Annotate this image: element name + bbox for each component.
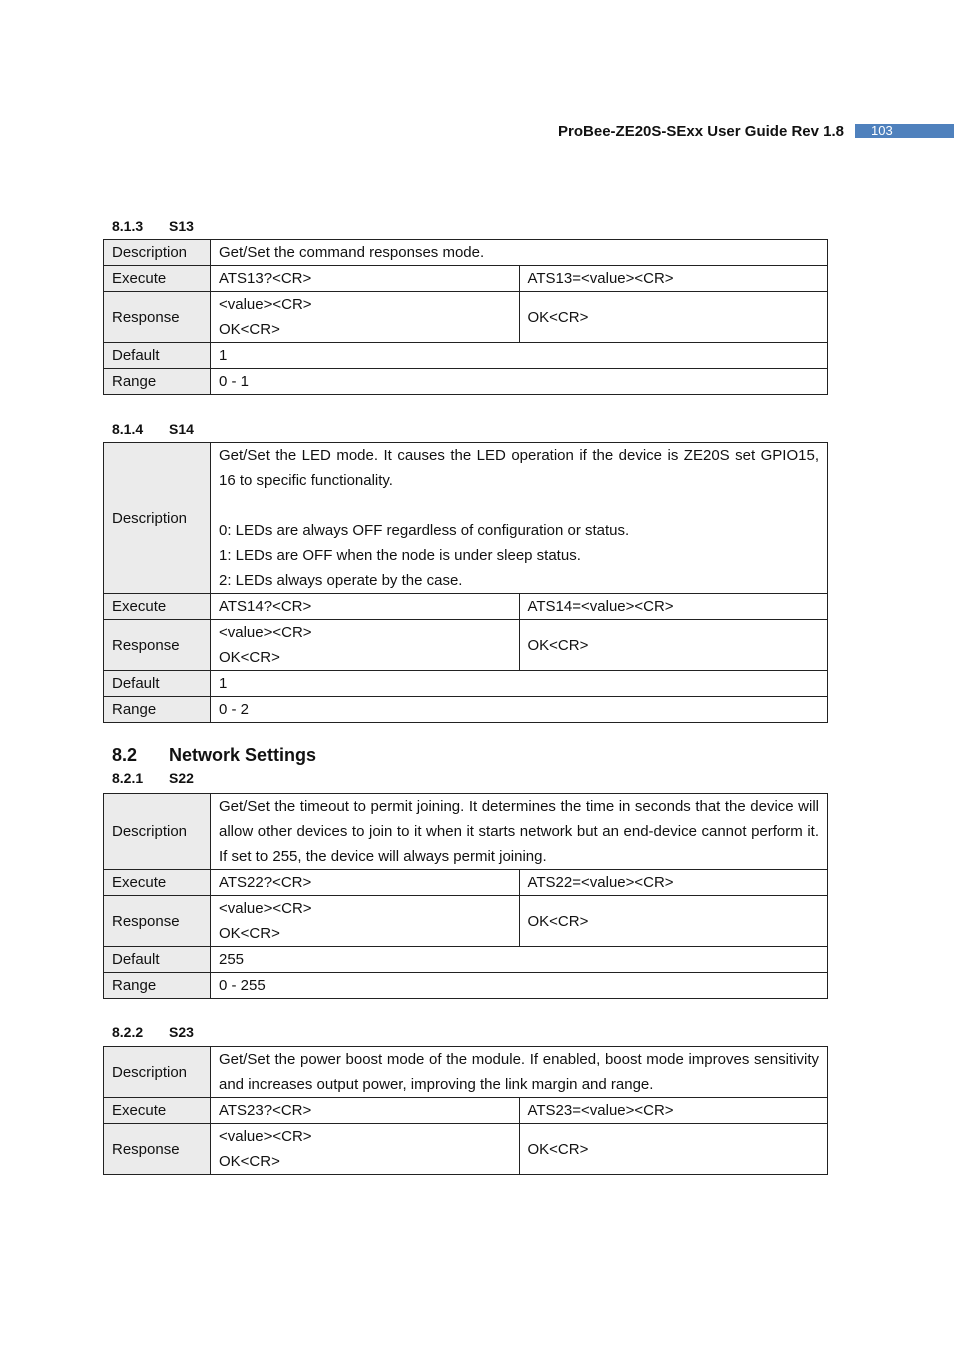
section-s14 (103, 419, 828, 723)
response-line: OK<CR> (219, 649, 280, 666)
table-row (104, 594, 828, 620)
row-label: Response (104, 1124, 211, 1175)
row-label: Range (104, 973, 211, 999)
table-row (104, 1098, 828, 1124)
response-line: OK<CR> (219, 321, 280, 338)
section-number: 8.1.3 (112, 218, 144, 234)
range-cell: 0 - 2 (211, 697, 828, 723)
section-heading (112, 1022, 828, 1042)
row-label: Description (104, 1047, 211, 1098)
execute-set-cell: ATS23=<value><CR> (519, 1098, 828, 1124)
table-row (104, 443, 828, 594)
blank-line (219, 493, 819, 518)
response-set-cell: OK<CR> (519, 292, 828, 343)
row-label: Response (104, 896, 211, 947)
execute-query-cell: ATS14?<CR> (211, 594, 520, 620)
description-text: Get/Set the LED mode. It causes the LED operation if the device is ZE20S set GPIO15, 16 to specific functionality. (219, 447, 819, 489)
table-row (104, 697, 828, 723)
section-heading (112, 419, 828, 439)
table-row (104, 620, 828, 671)
response-line: <value><CR> (219, 296, 312, 313)
row-label: Range (104, 697, 211, 723)
row-label: Execute (104, 266, 211, 292)
description-cell: Get/Set the command responses mode. (211, 240, 828, 266)
table-row (104, 1047, 828, 1098)
row-label: Default (104, 343, 211, 369)
table-row (104, 1124, 828, 1175)
execute-set-cell: ATS14=<value><CR> (519, 594, 828, 620)
row-label: Description (104, 240, 211, 266)
section-number: 8.1.4 (112, 421, 144, 437)
table-row (104, 896, 828, 947)
row-label: Default (104, 671, 211, 697)
range-cell: 0 - 1 (211, 369, 828, 395)
table-row (104, 947, 828, 973)
description-text: 1: LEDs are OFF when the node is under sleep status. (219, 547, 581, 564)
response-set-cell: OK<CR> (519, 896, 828, 947)
row-label: Range (104, 369, 211, 395)
execute-set-cell: ATS13=<value><CR> (519, 266, 828, 292)
chapter-number: 8.2 (112, 745, 138, 765)
response-line: OK<CR> (219, 1153, 280, 1170)
table-row (104, 973, 828, 999)
page-header (0, 121, 954, 141)
section-s23 (103, 1022, 828, 1175)
section-name: S23 (169, 1024, 194, 1040)
response-line: <value><CR> (219, 900, 312, 917)
table-row (104, 292, 828, 343)
section-s22 (103, 742, 828, 999)
section-number: 8.2.2 (112, 1024, 144, 1040)
execute-set-cell: ATS22=<value><CR> (519, 870, 828, 896)
response-set-cell: OK<CR> (519, 1124, 828, 1175)
document-title: ProBee-ZE20S-SExx User Guide Rev 1.8 (558, 123, 844, 140)
description-cell: Get/Set the timeout to permit joining. It determines the time in seconds that the device will allow other devices to join to it when it starts network but an end-device cannot perform it. If set to 255, the device will always permit joining. (211, 794, 828, 870)
row-label: Description (104, 443, 211, 594)
row-label: Execute (104, 870, 211, 896)
table-row (104, 794, 828, 870)
page-number: 103 (855, 124, 954, 138)
description-text: 2: LEDs always operate by the case. (219, 572, 463, 589)
table-row (104, 343, 828, 369)
section-name: S13 (169, 218, 194, 234)
description-cell: Get/Set the power boost mode of the module. If enabled, boost mode improves sensitivity and increases output power, improving the link margin and range. (211, 1047, 828, 1098)
chapter-heading (112, 742, 828, 768)
table-row (104, 870, 828, 896)
row-label: Default (104, 947, 211, 973)
chapter-name: Network Settings (169, 745, 317, 765)
section-number: 8.2.1 (112, 770, 144, 786)
section-name: S14 (169, 421, 194, 437)
section-heading (112, 768, 828, 788)
execute-query-cell: ATS13?<CR> (211, 266, 520, 292)
response-query-cell (211, 292, 520, 343)
row-label: Description (104, 794, 211, 870)
command-table-s22 (103, 793, 828, 999)
response-query-cell (211, 620, 520, 671)
response-line: <value><CR> (219, 624, 312, 641)
table-row (104, 240, 828, 266)
description-cell (211, 443, 828, 594)
response-line: OK<CR> (219, 925, 280, 942)
range-cell: 0 - 255 (211, 973, 828, 999)
description-text: 0: LEDs are always OFF regardless of configuration or status. (219, 522, 630, 539)
row-label: Execute (104, 594, 211, 620)
row-label: Response (104, 620, 211, 671)
default-cell: 255 (211, 947, 828, 973)
response-query-cell (211, 1124, 520, 1175)
row-label: Execute (104, 1098, 211, 1124)
table-row (104, 266, 828, 292)
section-s13 (103, 216, 828, 395)
execute-query-cell: ATS22?<CR> (211, 870, 520, 896)
section-name: S22 (169, 770, 194, 786)
command-table-s13 (103, 239, 828, 395)
response-line: <value><CR> (219, 1128, 312, 1145)
default-cell: 1 (211, 671, 828, 697)
section-heading (112, 216, 828, 236)
response-set-cell: OK<CR> (519, 620, 828, 671)
command-table-s14 (103, 442, 828, 723)
response-query-cell (211, 896, 520, 947)
table-row (104, 671, 828, 697)
row-label: Response (104, 292, 211, 343)
table-row (104, 369, 828, 395)
default-cell: 1 (211, 343, 828, 369)
command-table-s23 (103, 1046, 828, 1175)
execute-query-cell: ATS23?<CR> (211, 1098, 520, 1124)
